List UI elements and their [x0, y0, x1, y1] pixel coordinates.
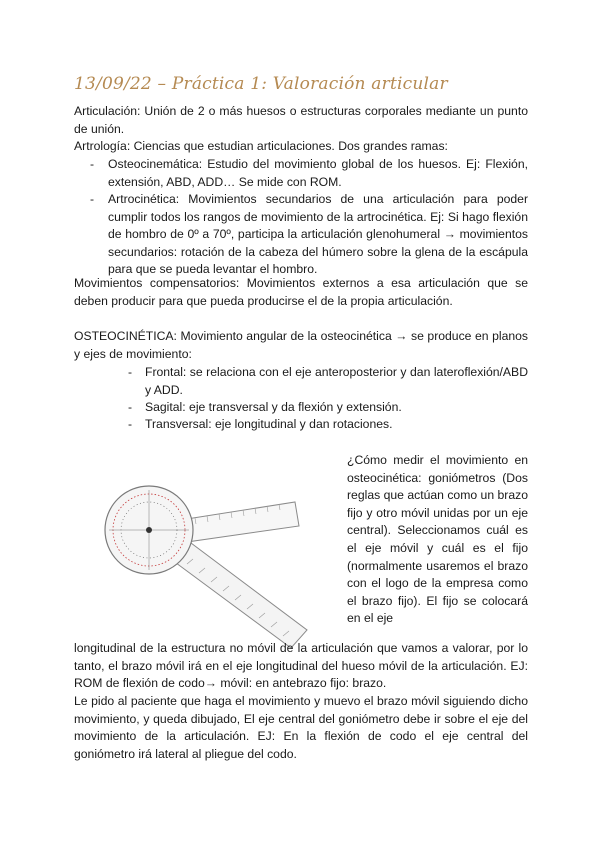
- goniometer-protractor: [105, 486, 193, 574]
- list-bullet: -: [128, 400, 133, 414]
- list-item-sagital: Sagital: eje transversal y da flexión y extensión.: [145, 400, 402, 414]
- definition-artrologia: Artrología: Ciencias que estudian articulaciones. Dos grandes ramas:: [74, 139, 448, 153]
- page-title: 13/09/22 – Práctica 1: Valoración articular: [74, 74, 448, 94]
- list-bullet: -: [90, 157, 95, 171]
- list-item-artrocinetica: Artrocinética: Movimientos secundarios de una articulación para poder cumplir todos los rangos de movimiento de la artrocinética. Ej: Si hago flexión de hombro de 0º a 70º, participa la articulación glenohumeral → movimientos secundarios: rotación de la cabeza del húmero sobre la glena de la escápula para que se pueda levantar el hombro.: [108, 192, 528, 277]
- goniometer-continuation: longitudinal de la estructura no móvil de la articulación que vamos a valorar, por lo tanto, el brazo móvil irá en el eje longitudinal del hueso móvil de la articulación. EJ: ROM de flexión de codo→ móvil: en antebrazo fijo: brazo.: [74, 641, 528, 691]
- definition-compensatorios: Movimientos compensatorios: Movimientos externos a esa articulación que se deben producir para que pueda producirse el de la propia articulación.: [74, 276, 528, 308]
- list-item-transversal: Transversal: eje longitudinal y dan rotaciones.: [145, 417, 393, 431]
- definition-articulacion: Articulación: Unión de 2 o más huesos o estructuras corporales mediante un punto de unión.: [74, 104, 528, 136]
- list-item-osteocinematica: Osteocinemática: Estudio del movimiento global de los huesos. Ej: Flexión, extensión, ABD, ADD… Se mide con ROM.: [108, 157, 528, 189]
- list-bullet: -: [128, 417, 133, 431]
- goniometer-image: [95, 480, 311, 652]
- list-bullet: -: [128, 365, 133, 379]
- list-item-frontal: Frontal: se relaciona con el eje anteroposterior y dan lateroflexión/ABD y ADD.: [145, 365, 528, 397]
- final-paragraph: Le pido al paciente que haga el movimiento y muevo el brazo móvil siguiendo dicho movimiento, y queda dibujado, El eje central del goniómetro debe ir sobre el eje del movimiento de la articulación. EJ: En la flexión de codo el eje central del goniómetro irá lateral al pliegue del codo.: [74, 694, 528, 761]
- list-bullet: -: [90, 192, 95, 206]
- osteocinetica-paragraph: OSTEOCINÉTICA: Movimiento angular de la osteocinética → se produce en planos y ejes de movimiento:: [74, 329, 528, 361]
- goniometer-explanation: ¿Cómo medir el movimiento en osteocinética: goniómetros (Dos reglas que actúan como un brazo fijo y otro móvil unidas por un eje central). Seleccionamos cuál es el eje móvil y cuál es el fijo (normalmente usaremos el brazo con el logo de la empresa como el brazo fijo). El fijo se colocará en el eje: [347, 453, 528, 626]
